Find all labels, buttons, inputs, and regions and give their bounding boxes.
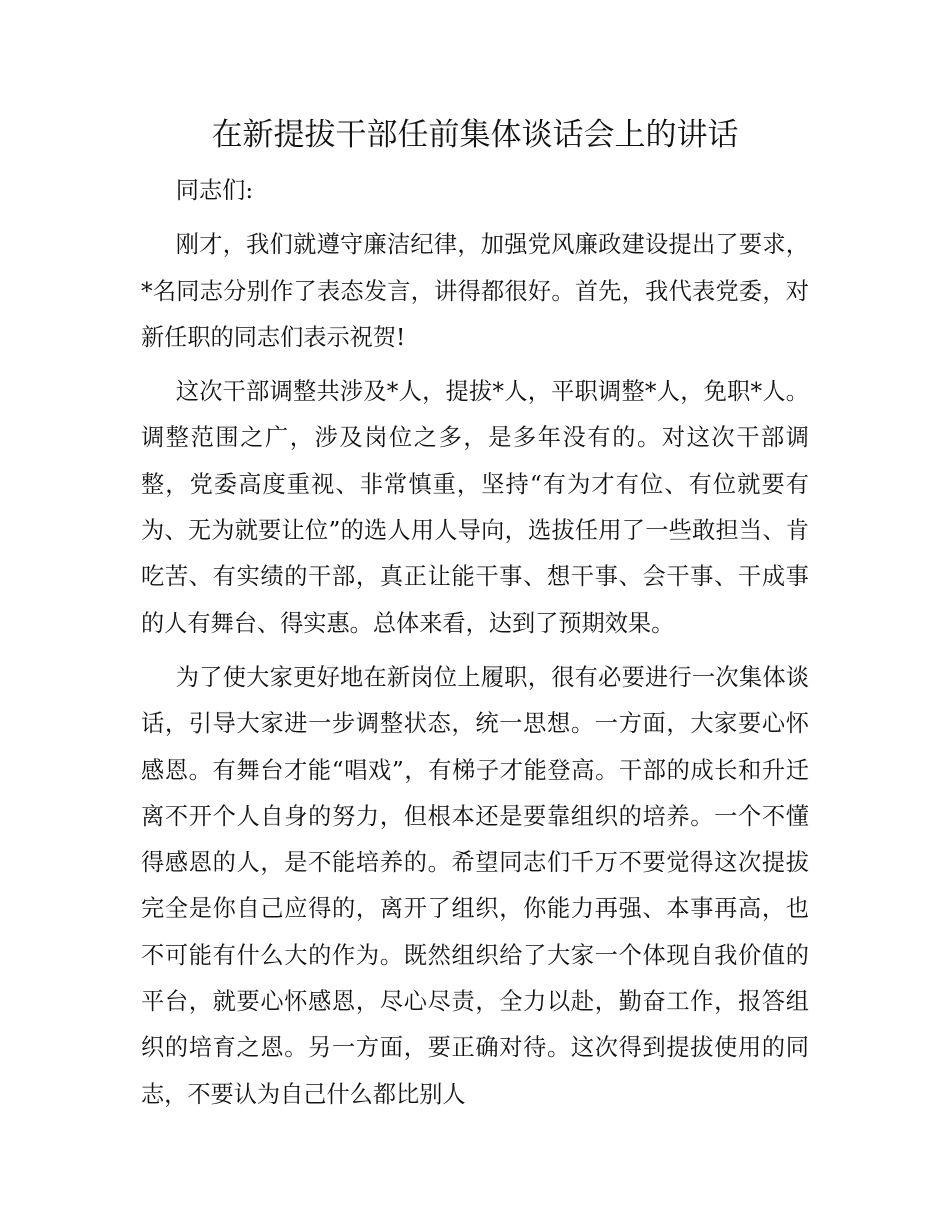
paragraph-3: 为了使大家更好地在新岗位上履职，很有必要进行一次集体谈话，引导大家进一步调整状态，统一思想。一方面，大家要心怀感恩。有舞台才能“唱戏”，有梯子才能登高。干部的成长和升迁离不开个人自身的努力，但根本还是要靠组织的培养。一个不懂得感恩的人，是不能培养的。希望同志们千万不要觉得这次提拔完全是你自己应得的，离开了组织，你能力再强、本事再高，也不可能有什么大的作为。既然组织给了大家一个体现自我价值的平台，就要心怀感恩，尽心尽责，全力以赴，勤奋工作，报答组织的培育之恩。另一方面，要正确对待。这次得到提拔使用的同志，不要认为自己什么都比别人	[141, 663, 809, 1108]
paragraph-1: 刚才，我们就遵守廉洁纪律，加强党风廉政建设提出了要求，*名同志分别作了表态发言，讲得都很好。首先，我代表党委，对新任职的同志们表示祝贺!	[141, 231, 809, 351]
salutation: 同志们:	[175, 177, 254, 204]
document-body	[141, 168, 809, 1118]
paragraph-2: 这次干部调整共涉及*人，提拔*人，平职调整*人，免职*人。调整范围之广，涉及岗位之多，是多年没有的。对这次干部调整，党委高度重视、非常慎重，坚持“有为才有位、有位就要有为、无为就要让位”的选人用人导向，选拔任用了一些敢担当、肯吃苦、有实绩的干部，真正让能干事、想干事、会干事、干成事的人有舞台、得实惠。总体来看，达到了预期效果。	[141, 378, 809, 637]
document-title: 在新提拔干部任前集体谈话会上的讲话	[211, 117, 739, 153]
